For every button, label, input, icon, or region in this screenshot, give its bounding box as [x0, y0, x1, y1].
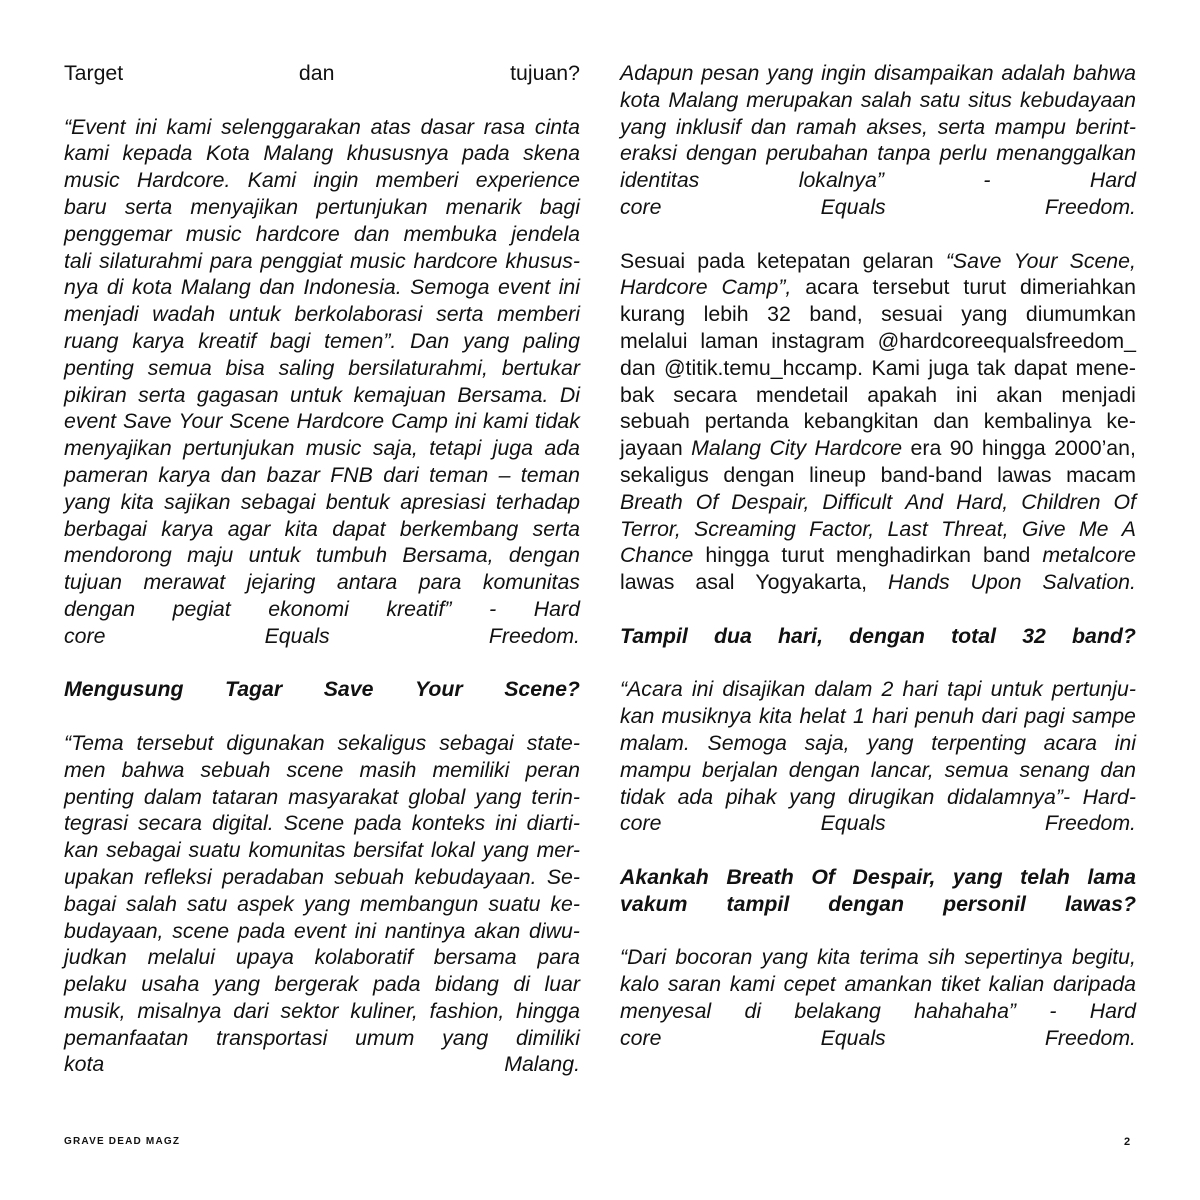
page-number: 2 [1124, 1136, 1131, 1148]
magazine-name: GRAVE DEAD MAGZ [64, 1136, 181, 1147]
heading-target-dan-tujuan: Target dan tujuan? [64, 61, 580, 85]
heading-tampil-dua-hari: Tampil dua hari, dengan total 32 band? [620, 623, 1136, 648]
quote-pesan: Adapun pesan yang ingin disampaikan adalah bahwa kota Malang merupakan salah satu situs kebudayaan yang inklusif dan ramah akses, serta mampu berint- eraksi dengan perubahan tanpa perlu menanggalkan identitas lokalnya” - Hard core Equals Freedom. [620, 61, 1136, 219]
quote-tema: “Tema tersebut digunakan sekaligus sebagai state- men bahwa sebuah scene masih memiliki peran penting dalam tataran masyarakat global yang terin- tegrasi secara digital. Scene pada konteks ini diarti- kan sebagai suatu komunitas bersifat lokal yang mer- upakan refleksi peradaban sebuah kebudayaan. Se- bagai salah satu aspek yang membangun suatu ke- budayaan, scene pada event ini nantinya akan diwu- judkan melalui upaya kolaboratif bersama para pelaku usaha yang bergerak pada bidang di luar musik, misalnya dari sektor kuliner, fashion, hingga pemanfaatan transportasi umum yang dimiliki kota Malang. [64, 730, 580, 1077]
quote-bocoran: “Dari bocoran yang kita terima sih sepertinya begitu, kalo saran kami cepet amankan tiket kalian daripada menyesal di belakang hahahaha” - Hard core Equals Freedom. [620, 945, 1136, 1050]
quote-acara: “Acara ini disajikan dalam 2 hari tapi untuk pertunju- kan musiknya kita helat 1 hari penuh dari pagi sampe malam. Semoga saja, yang terpenting acara ini mampu berjalan dengan lancar, semua senang dan tidak ada pihak yang dirugikan didalamnya”- Hard- core Equals Freedom. [620, 677, 1136, 836]
left-column [64, 60, 580, 1078]
quote-event: “Event ini kami selenggarakan atas dasar rasa cinta kami kepada Kota Malang khususnya pada skena music Hardcore. Kami ingin memberi experience baru serta menyajikan pertunjukan menarik bagi penggemar music hardcore dan membuka jendela tali silaturahmi para penggiat music hardcore khusus- nya di kota Malang dan Indonesia. Semoga event ini menjadi wadah untuk berkolaborasi serta memberi ruang karya kreatif bagi temen”. Dan yang paling penting semua bisa saling bersilaturahmi, bertukar pikiran serta gagasan untuk kemajuan Bersama. Di event Save Your Scene Hardcore Camp ini kami tidak menyajikan pertunjukan music saja, tetapi juga ada pameran karya dan bazar FNB dari teman – teman yang kita sajikan sebagai bentuk apresiasi terhadap berbagai karya agar kita dapat berkembang serta mendorong maju untuk tumbuh Bersama, dengan tujuan merawat jejaring antara para komunitas dengan pegiat ekonomi kreatif” - Hard core Equals Freedom. [64, 114, 580, 648]
heading-breath-of-despair: Akankah Breath Of Despair, yang telah lama vakum tampil dengan personil lawas? [620, 864, 1136, 916]
heading-mengusung-tagar: Mengusung Tagar Save Your Scene? [64, 677, 580, 702]
right-column [620, 60, 1136, 1051]
paragraph-lineup: Sesuai pada ketepatan gelaran “Save Your Scene, Hardcore Camp”, acara tersebut turut dimeriahkan kurang lebih 32 band, sesuai yang diumumkan melalui laman instagram @hardcoreequalsfreedom_ dan @titik.temu_hccamp. Kami juga tak dapat mene- bak secara mendetail apakah ini akan menjadi sebuah pertanda kebangkitan dan kembalinya ke- jayaan Malang City Hardcore era 90 hingga 2000’an, sekaligus dengan lineup band-band lawas macam Breath Of Despair, Difficult And Hard, Children Of Terror, Screaming Factor, Last Threat, Give Me A Chance hingga turut menghadirkan band metalcore lawas asal Yogyakarta, Hands Upon Salvation. [620, 248, 1136, 595]
